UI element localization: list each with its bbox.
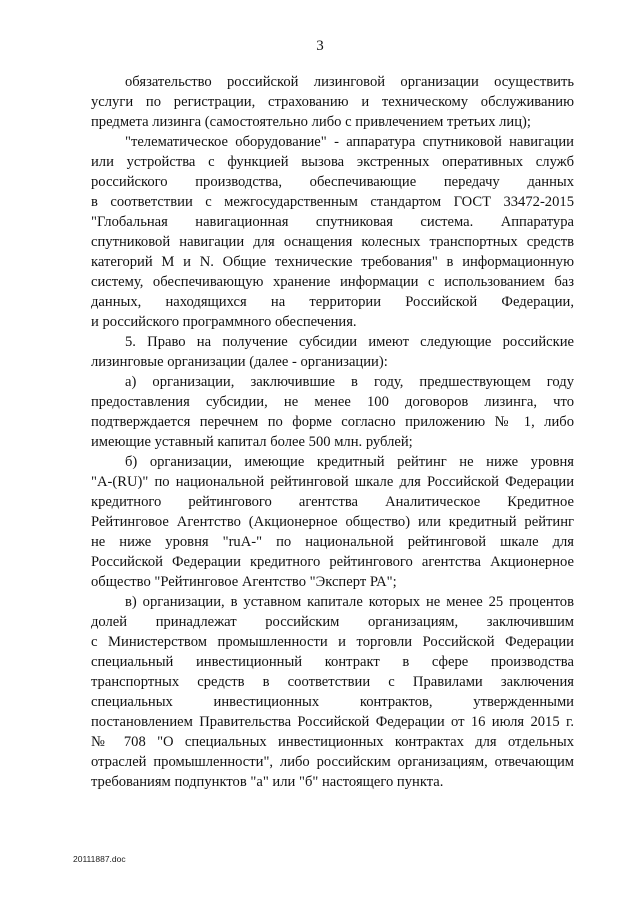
text-line: отраслей промышленности", либо российским организациям, отвечающим [91, 754, 574, 770]
text-line: лизинговые организации (далее - организации): [91, 354, 388, 370]
text-line: систему, обеспечивающую хранение информации с использованием баз [91, 274, 574, 290]
document-body [91, 72, 574, 792]
text-line: имеющие уставный капитал более 500 млн. рублей; [91, 434, 413, 450]
text-line: в соответствии с межгосударственным стандартом ГОСТ 33472-2015 [91, 194, 574, 210]
text-line: услуги по регистрации, страхованию и техническому обслуживанию [91, 94, 574, 110]
text-line: с Министерством промышленности и торговли Российской Федерации [91, 634, 574, 650]
text-line: общество "Рейтинговое Агентство "Эксперт РА"; [91, 574, 397, 590]
text-line: обязательство российской лизинговой организации осуществить [125, 74, 574, 90]
text-line: российского производства, обеспечивающие передачу данных [91, 174, 574, 190]
page-number: 3 [316, 38, 324, 54]
text-line: б) организации, имеющие кредитный рейтинг не ниже уровня [125, 454, 574, 470]
text-line: и российского программного обеспечения. [91, 314, 357, 330]
text-line: "Глобальная навигационная спутниковая система. Аппаратура [91, 214, 574, 230]
text-line: не ниже уровня "ruA-" по национальной рейтинговой шкале для [91, 534, 574, 550]
text-line: предмета лизинга (самостоятельно либо с привлечением третьих лиц); [91, 114, 531, 130]
text-line: кредитного рейтингового агентства Аналитическое Кредитное [91, 494, 574, 510]
text-line: долей принадлежат российским организациям, заключившим [91, 614, 574, 630]
text-line: специальный инвестиционный контракт в сфере производства [91, 654, 574, 670]
text-line: спутниковой навигации для оснащения колесных транспортных средств [91, 234, 574, 250]
text-line: № 708 "О специальных инвестиционных контрактах для отдельных [91, 734, 574, 750]
text-line: в) организации, в уставном капитале которых не менее 25 процентов [125, 594, 574, 610]
text-line: транспортных средств в соответствии с Правилами заключения [91, 674, 574, 690]
text-line: данных, находящихся на территории Российской Федерации, [91, 294, 574, 310]
text-line: подтверждается перечнем по форме согласно приложению № 1, либо [91, 414, 574, 430]
text-line: постановлением Правительства Российской Федерации от 16 июля 2015 г. [91, 714, 574, 730]
text-line: 5. Право на получение субсидии имеют следующие российские [125, 334, 574, 350]
text-line: Рейтинговое Агентство (Акционерное общество) или кредитный рейтинг [91, 514, 574, 530]
text-line: Российской Федерации кредитного рейтингового агентства Акционерное [91, 554, 574, 570]
text-line: требованиям подпунктов "а" или "б" настоящего пункта. [91, 774, 444, 790]
text-line: категорий M и N. Общие технические требования" в информационную [91, 254, 574, 270]
text-line: предоставления субсидии, не менее 100 договоров лизинга, что [91, 394, 574, 410]
text-line: специальных инвестиционных контрактов, утвержденными [91, 694, 574, 710]
text-line: "телематическое оборудование" - аппаратура спутниковой навигации [125, 134, 574, 150]
text-line: "A-(RU)" по национальной рейтинговой шкале для Российской Федерации [91, 474, 574, 490]
footer-filename: 20111887.doc [73, 854, 126, 864]
text-line: или устройства с функцией вызова экстренных оперативных служб [91, 154, 574, 170]
text-line: а) организации, заключившие в году, предшествующем году [125, 374, 574, 390]
